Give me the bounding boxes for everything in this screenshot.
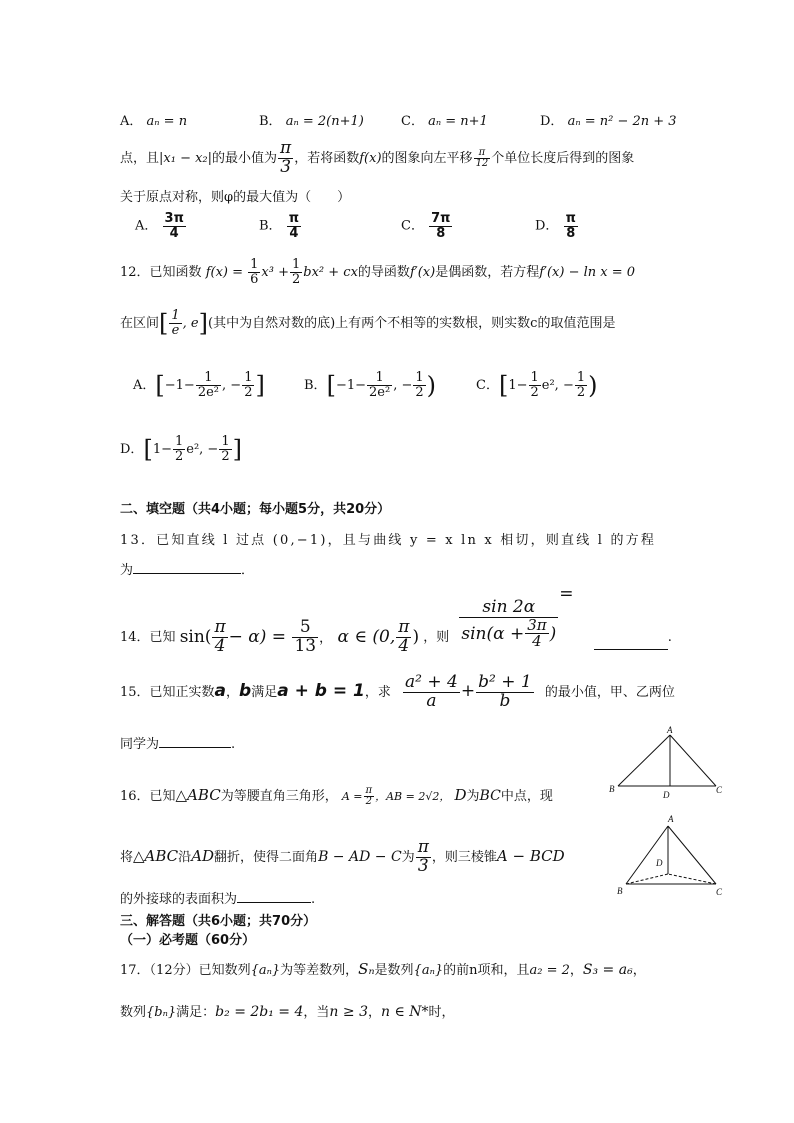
text: 为等腰直角三角形， — [220, 789, 338, 804]
q13-line2: 为 ． — [120, 563, 255, 578]
segment-bc: BC — [479, 788, 501, 804]
text: ，若将函数 — [294, 151, 360, 166]
denominator: 2 — [530, 385, 539, 400]
text: 是数列 — [374, 963, 414, 978]
text: 17．（12分）已知数列 — [120, 963, 251, 978]
bracket: [ — [143, 435, 153, 464]
expr: 1− — [508, 378, 528, 393]
fraction — [429, 212, 452, 240]
sum-term: Sₙ — [358, 960, 375, 978]
expr: f′(x) − ln x = 0 — [539, 265, 636, 280]
denominator: e — [171, 323, 180, 338]
q12-option-b — [304, 366, 436, 406]
bracket: ) — [588, 371, 598, 400]
denominator: 2 — [365, 796, 372, 807]
label-a: A — [667, 726, 673, 735]
expr: f′(x) — [409, 265, 436, 280]
pyramid-name: A − BCD — [496, 847, 565, 865]
option-label: C． — [476, 378, 499, 393]
triangle-figure — [604, 726, 728, 800]
q17-line2 — [120, 1001, 455, 1024]
answer-blank[interactable] — [594, 639, 668, 650]
sin-expr — [180, 619, 419, 656]
text: 为 — [466, 789, 480, 804]
numerator: 1 — [576, 370, 586, 386]
text: ， — [569, 963, 583, 978]
query-fraction — [459, 596, 558, 651]
text: 同学为 — [120, 737, 160, 752]
numerator: π — [474, 148, 491, 160]
point-d: D — [454, 786, 467, 804]
text: 的图象向左平移 — [381, 151, 473, 166]
text: 12．已知函数 — [120, 265, 202, 280]
fraction — [290, 258, 302, 286]
text: ，则 — [423, 630, 450, 645]
option-expr: aₙ = n+1 — [428, 114, 488, 129]
answer-blank[interactable] — [237, 892, 311, 903]
q11-option-c — [401, 212, 453, 240]
numerator: 3π — [527, 615, 547, 634]
dihedral-angle: B − AD − C — [318, 849, 402, 865]
expr: x³ + — [261, 265, 289, 280]
q10-option-d — [540, 110, 677, 129]
q11-option-a — [135, 212, 187, 240]
text: 数列 — [120, 1005, 147, 1020]
text: 个单位长度后得到的图象 — [491, 151, 635, 166]
denominator: 4 — [169, 225, 179, 241]
label-b: B — [617, 886, 623, 896]
function-expr: f(x) — [359, 151, 382, 166]
denominator: 13 — [294, 636, 317, 657]
text: 为 — [120, 563, 134, 578]
numerator: 1 — [415, 370, 424, 386]
fraction — [287, 212, 301, 240]
expr: sin(α + — [461, 623, 525, 644]
q12-option-a — [133, 366, 265, 406]
denominator: 6 — [250, 272, 259, 287]
option-label: A． — [135, 218, 158, 234]
expr: , e — [182, 316, 199, 331]
bracket: ] — [232, 435, 242, 464]
q11-option-b — [259, 212, 302, 240]
fraction — [242, 371, 254, 399]
option-label: D． — [535, 218, 559, 234]
fraction — [575, 371, 587, 399]
fraction — [163, 212, 186, 240]
numerator: 1 — [174, 434, 184, 450]
text: 的前n项和，且 — [443, 963, 530, 978]
segment-ad: AD — [191, 847, 215, 865]
q16-line3 — [120, 888, 315, 907]
denominator: 2 — [292, 272, 301, 287]
q15-line2 — [120, 733, 235, 752]
q16-line2 — [120, 838, 565, 876]
text: ， — [632, 963, 646, 978]
numerator: 5 — [292, 619, 318, 638]
numerator: a² + 4 — [405, 672, 458, 693]
expr: S₃ = a₆ — [582, 962, 633, 978]
numerator: 1 — [171, 308, 180, 324]
q10-option-c — [401, 110, 488, 129]
text: . — [231, 737, 236, 752]
text: 在区间 — [120, 316, 160, 331]
numerator: sin 2α — [459, 599, 558, 618]
numerator: 1 — [196, 371, 221, 386]
text: 的外接球的表面积为 — [120, 892, 238, 907]
text: 的导函数 — [357, 265, 410, 280]
subsection-heading: （一）必考题（60分） — [120, 933, 256, 948]
sequence: {bₙ} — [146, 1005, 177, 1020]
text: 沿 — [178, 850, 192, 865]
bracket: [ — [159, 309, 169, 338]
q17-line1 — [120, 958, 646, 982]
expr: , − — [393, 378, 413, 393]
q10-option-b — [259, 110, 364, 129]
fraction — [248, 258, 260, 286]
option-expr: aₙ = n — [146, 114, 188, 129]
expr: e², − — [541, 378, 574, 393]
denominator: 4 — [214, 636, 226, 657]
fraction — [212, 619, 227, 656]
q11-line1 — [120, 140, 634, 178]
text: 满足： — [176, 1005, 216, 1020]
expr: ) — [412, 627, 420, 648]
denominator — [459, 615, 558, 651]
q12-option-c — [476, 366, 598, 406]
numerator: π — [398, 617, 410, 638]
bracket: [ — [498, 371, 509, 400]
fraction — [292, 619, 318, 656]
text: 为 — [401, 850, 415, 865]
numerator: 1 — [250, 257, 259, 273]
numerator: π — [280, 138, 292, 159]
q15-line1 — [120, 664, 675, 720]
q11-line2: 关于原点对称，则φ的最大值为（ ） — [120, 190, 351, 205]
text: 为等差数列， — [280, 963, 359, 978]
text: 的最小值，甲、乙两位 — [544, 685, 675, 700]
denominator: a — [426, 691, 437, 711]
expr: − α) = — [228, 627, 287, 648]
fraction — [364, 786, 375, 808]
fraction — [278, 140, 293, 177]
expr: e², − — [186, 442, 219, 457]
text: . — [667, 630, 672, 645]
bracket: ) — [426, 371, 437, 400]
q13-line1: 13．已知直线 l 过点 (0,−1)，且与曲线 y = x ln x 相切，则直线 l 的方程 — [120, 533, 657, 548]
var-b: b — [239, 681, 252, 701]
denominator: 8 — [436, 225, 446, 241]
expr: n ∈ N* — [381, 1004, 429, 1020]
section-heading: 三、解答题（共6小题；共70分） — [120, 914, 317, 929]
option-expr: aₙ = n² − 2n + 3 — [567, 114, 677, 129]
denominator: 2 — [576, 385, 586, 400]
option-label: A． — [133, 378, 156, 393]
expr: b₂ = 2b₁ = 4 — [215, 1004, 304, 1020]
text: ， — [319, 631, 333, 647]
denominator: b — [499, 691, 511, 711]
text: 满足 — [251, 685, 278, 700]
expr: −1− — [335, 378, 366, 393]
option-label: A． — [120, 114, 143, 129]
condition: a + b = 1 — [277, 681, 365, 701]
expr: α ∈ (0, — [337, 627, 396, 648]
text: 翻折，使得二面角 — [214, 850, 319, 865]
q10-option-a — [120, 110, 187, 129]
label-c: C — [716, 887, 723, 897]
fraction — [416, 839, 431, 876]
denominator: 3 — [280, 157, 292, 177]
fraction — [396, 619, 411, 656]
option-label: C． — [401, 218, 424, 234]
fraction — [529, 371, 541, 399]
option-label: B． — [304, 378, 327, 393]
bracket: [ — [326, 371, 336, 400]
text: 15．已知正实数 — [120, 685, 215, 700]
denominator: 2 — [415, 385, 424, 400]
expr: A = — [341, 790, 363, 803]
q16-line1 — [120, 778, 553, 814]
text: 时， — [428, 1005, 455, 1020]
denominator: 2e² — [369, 385, 391, 400]
numerator: b² + 1 — [478, 672, 532, 693]
option-label: B． — [259, 218, 282, 234]
fraction — [476, 674, 534, 711]
denominator: 2 — [221, 449, 230, 464]
expr: −1− — [164, 378, 195, 393]
q14 — [120, 582, 672, 657]
fraction — [367, 371, 392, 399]
section-heading: 二、填空题（共4小题；每小题5分，共20分） — [120, 502, 391, 517]
denominator: 12 — [475, 158, 489, 169]
fraction — [403, 674, 460, 711]
fraction — [474, 148, 491, 170]
text: ， — [226, 685, 240, 700]
expr: ，AB = 2√2， — [375, 790, 451, 803]
text: 将 — [120, 850, 134, 865]
text: . — [311, 892, 316, 907]
expr: sin( — [179, 627, 212, 648]
numerator: π — [288, 211, 299, 226]
var-a: a — [214, 681, 227, 701]
option-label: D． — [540, 114, 564, 129]
triangle-name: △ABC — [133, 847, 179, 865]
text: 16．已知 — [120, 789, 176, 804]
denominator: 2 — [174, 449, 184, 464]
expr: f(x) = — [205, 265, 248, 280]
numerator: 1 — [221, 434, 230, 450]
bracket: [ — [155, 371, 165, 400]
denominator: 4 — [289, 225, 299, 241]
denominator: 8 — [566, 225, 576, 241]
label-d: D — [656, 858, 663, 868]
pyramid-figure — [612, 812, 738, 898]
text: ，当 — [303, 1005, 330, 1020]
fraction — [413, 371, 425, 399]
expr: bx² + cx — [303, 265, 358, 280]
denominator: 2e² — [197, 385, 220, 400]
label-a: A — [668, 814, 674, 824]
text: 的最小值为 — [212, 151, 278, 166]
answer-blank[interactable] — [159, 737, 231, 748]
expr: , − — [222, 378, 242, 393]
fraction — [169, 309, 181, 337]
fraction — [564, 212, 578, 240]
numerator: 1 — [530, 370, 539, 386]
text: 是偶函数，若方程 — [435, 265, 540, 280]
denominator: 4 — [532, 632, 542, 651]
numerator: π — [214, 617, 226, 638]
q12-line2 — [120, 306, 615, 342]
equals: = — [559, 584, 574, 604]
text: ， — [367, 1005, 381, 1020]
fraction — [173, 435, 185, 463]
label-b: B — [609, 784, 615, 794]
denominator: 2 — [244, 385, 253, 400]
fraction — [525, 615, 548, 651]
text: 14．已知 — [120, 630, 176, 645]
option-label: B． — [259, 114, 282, 129]
numerator: π — [417, 837, 429, 858]
label-d: D — [663, 790, 670, 800]
expr: n ≥ 3 — [329, 1004, 368, 1020]
sequence: {aₙ} — [250, 963, 281, 978]
numerator: 1 — [367, 371, 392, 386]
plus: + — [460, 681, 476, 701]
expr: ) — [549, 623, 557, 644]
option-label: C． — [401, 114, 424, 129]
q12-line1 — [120, 256, 635, 290]
numerator: π — [565, 211, 576, 226]
denominator: 3 — [417, 856, 429, 876]
expr: 1− — [152, 442, 172, 457]
option-expr: aₙ = 2(n+1) — [285, 114, 364, 129]
q11-option-d — [535, 212, 579, 240]
numerator: 1 — [292, 257, 301, 273]
text: 点，且 — [120, 151, 160, 166]
fraction — [219, 435, 231, 463]
numerator: 3π — [164, 211, 184, 226]
option-label: D． — [120, 442, 144, 457]
label-c: C — [716, 785, 723, 795]
q12-option-d — [120, 430, 242, 470]
answer-blank[interactable] — [133, 563, 241, 574]
numerator: π — [365, 784, 373, 796]
text: 中点，现 — [500, 789, 553, 804]
sequence: {aₙ} — [413, 963, 444, 978]
denominator: 4 — [398, 636, 410, 657]
triangle-name: △ABC — [175, 786, 221, 804]
numerator: 7π — [431, 211, 451, 226]
bracket: ] — [255, 371, 265, 400]
numerator: 1 — [244, 370, 253, 386]
text: (其中为自然对数的底)上有两个不相等的实数根，则实数c的取值范围是 — [208, 316, 616, 331]
bracket: ] — [198, 309, 209, 338]
abs-expr: |x₁ − x₂| — [159, 151, 213, 166]
text: ，则三棱锥 — [431, 850, 497, 865]
fraction — [196, 371, 221, 399]
expr: a₂ = 2 — [529, 963, 570, 978]
text: ，求 — [364, 685, 391, 700]
